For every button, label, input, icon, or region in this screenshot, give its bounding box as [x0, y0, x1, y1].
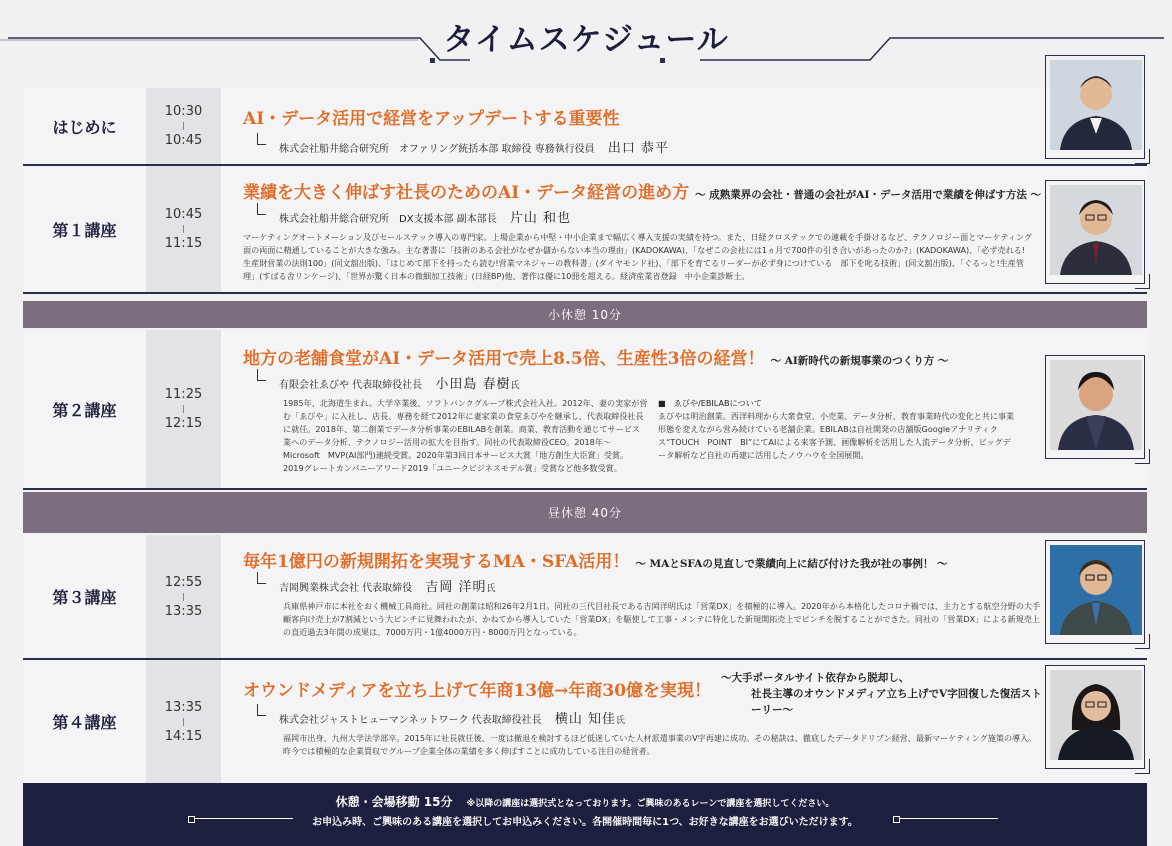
session-content [243, 344, 1033, 482]
speaker-photo [1050, 60, 1142, 150]
session-label: はじめに [52, 117, 117, 137]
lunch-break-bar: 昼休憩 40分 [23, 492, 1147, 533]
speaker-photo [1050, 185, 1142, 275]
speaker-photo [1050, 545, 1142, 635]
speaker-line [243, 207, 1033, 226]
short-break-bar: 小休憩 10分 [23, 301, 1147, 328]
speaker-description: 福岡市出身、九州大学法学部卒。2015年に社長就任後、一度は撤退を検討するほど低迷していた人材派遣事業のV字再建に成功。その秘訣は、徹底したデータドリブン経営、最新マーケティング施策の導入。昨今では積極的な企業買収でグループ企業全体の業績を多く伸ばすことに成功している注目の経営者。 [283, 733, 1037, 756]
session-label: 第２講座 [52, 400, 117, 420]
session-title: 毎年1億円の新規開拓を実現するMA・SFA活用！ ～ MAとSFAの見直しで業績向上に結び付けた我が社の事例！ ～ [243, 552, 948, 572]
speaker-name: 吉岡 洋明 [425, 580, 487, 595]
time-separator [183, 225, 184, 233]
footer-line-2: お申込み時、ご興味のある講座を選択してお申込みください。各開催時間毎に1つ、お好きな講座をお選びいただけます。 [312, 817, 858, 828]
start-time: 12:55 [164, 574, 203, 590]
session-row-3 [23, 535, 1147, 660]
speaker-affiliation: 吉岡興業株式会社 代表取締役 [279, 583, 413, 594]
time-separator [183, 593, 184, 601]
session-row-1 [23, 166, 1147, 294]
company-info [658, 397, 1018, 462]
speaker-honorific: 氏 [510, 381, 520, 391]
speaker-description: 兵庫県神戸市に本社をおく機械工具商社。同社の創業は昭和26年2月1日。同社の三代目社長である吉岡洋明氏は「営業DX」を積極的に導入。2020年から本格化したコロナ禍では、主力とする航空分野の大手顧客向け売上が7割減という大ピンチに見舞われたが、かねてから導入していた「営業DX」を駆使して工事・メンテに特化した新規開拓売上でピンチを脱することができた。同社の「営業DX」による新規売上の直近過去3年間の成果は、7000万円・1億4000万円・8000万円となっている。 [283, 601, 1041, 637]
session-subtitle: ～ MAとSFAの見直しで業績向上に結び付けた我が社の事例！ ～ [635, 558, 948, 570]
speaker-honorific: 氏 [486, 584, 496, 594]
speaker-description: 1985年、北海道生まれ。大学卒業後、ソフトバンクグループ株式会社入社。2012年、妻の実家が営む「ゑびや」に入社し、店長、専務を経て2012年に妻家業の食堂ゑびやを継承し、代表取締役社長に就任。2018年、第二創業でデータ分析事業のEBILABを創業。商業、教育活動を通じてサービス業へのデータ分析、テクノロジー活用の拡大を目指す。同社の代表取締役CEO。2018年～ Microsoft MVP(AI部門)連続受賞。2020年第3回日本サービス大賞「地方創生大臣賞」受賞。2019グレートカンパニーアワード2019「ユニークビジネスモデル賞」受賞など他多数受賞。 [283, 398, 648, 473]
session-time [146, 535, 221, 658]
session-label: 第４講座 [52, 713, 117, 732]
speaker-honorific: 氏 [616, 716, 626, 726]
speaker-affiliation: 株式会社ジャストヒューマンネットワーク 代表取締役社長 [279, 715, 542, 726]
session-subtitle: ～ 成熟業界の会社・普通の会社がAI・データ活用で業績を伸ばす方法 ～ [695, 189, 1042, 201]
session-title: 業績を大きく伸ばす社長のためのAI・データ経営の進め方 ～ 成熟業界の会社・普通の会社がAI・データ活用で業績を伸ばす方法 ～ [243, 183, 1042, 203]
session-subtitle: ～ AI新時代の新規事業のつくり方 ～ [770, 355, 949, 367]
start-time: 10:30 [164, 104, 203, 119]
session-title: AI・データ活用で経営をアップデートする重要性 [243, 109, 620, 129]
speaker-affiliation: 有限会社ゑびや 代表取締役社長 [279, 380, 423, 391]
company-description: ゑびやは明治創業。西洋料理から大衆食堂、小売業、データ分析、教育事業時代の変化と共に事業形態を変えながら営み続けている老舗企業。EBILABは自社開発の店舗版Googleアナリティクス“TOUCH POINT BI”にてAIによる来客予測、画像解析を活用した人流データ分析、ビッグデータ解析など自社の再建に活用したノウハウを全国展開。 [658, 411, 1015, 460]
footer-line-1 [23, 793, 1147, 810]
start-time: 10:45 [164, 207, 203, 222]
page-header [0, 0, 1172, 80]
description-block [243, 392, 1033, 482]
session-row-4 [23, 660, 1147, 783]
session-label: 第３講座 [52, 588, 117, 607]
session-time [146, 330, 221, 488]
speaker-description: マーケティングオートメーション及びセールステック導入の専門家。上場企業から中堅・中小企業まで幅広く導入支援の実績を持つ。また、日経クロステックでの連載を手掛けるなど、テクノロジー面とマーケティング面の両面に精通していることが大きな強み。主な著書に「技術のある会社がなぜか儲からない本当の理由」(KADOKAWA)、「なぜこの会社には1ヵ月で700件の引き合いがあったのか?」(KADOKAWA)、「必ず売れる!生産財営業の法則100」(同文舘出版)、「はじめて部下を持ったら読む!営業マネジャーの教科書」(ダイヤモンド社)、「部下を育てるリーダーが必ず身につけている 部下を叱る技術」(同文舘出版)、「ぐるっと!生産管理」(すばる舎リンケージ)、「世界が驚く日本の微細加工技術」(日経BP)他、著作は優に10冊を超える。経済産業省登録 中小企業診断士。 [243, 232, 1032, 281]
speaker-name: 横山 知佳 [554, 712, 617, 727]
company-heading: ■ ゑびや/EBILABについて [658, 398, 762, 408]
speaker-line [243, 708, 1033, 727]
start-time: 11:25 [164, 387, 203, 402]
speaker-line [243, 137, 1033, 156]
session-time [146, 660, 221, 783]
start-time: 13:35 [164, 699, 203, 715]
session-title: オウンドメディアを立ち上げて年商13億→年商30億を実現！ [243, 681, 712, 701]
session-subtitle: ～大手ポータルサイト依存から脱却し、 社長主導のオウンドメディア立ち上げでV字回復した復活ストーリー～ [721, 672, 1042, 716]
time-separator [183, 718, 184, 726]
speaker-name: 小田島 春樹 [435, 377, 511, 392]
session-row-intro [23, 88, 1147, 166]
speaker-photo [1050, 360, 1142, 450]
footer-banner [23, 783, 1147, 846]
speaker-line [243, 576, 1033, 595]
session-row-2 [23, 330, 1147, 490]
speaker-photo [1050, 670, 1142, 760]
title-block [243, 670, 1042, 716]
speaker-name: 片山 和也 [509, 211, 572, 226]
footer-divider-right [893, 818, 998, 819]
session-time [146, 166, 221, 292]
session-content [243, 547, 1041, 639]
end-time: 14:15 [164, 728, 203, 744]
session-content [243, 104, 1033, 156]
page-title: タイムスケジュール [443, 22, 729, 58]
footer-note: ※以降の講座は選択式となっております。ご興味のあるレーンで講座を選択してください。 [466, 799, 835, 809]
session-content [243, 178, 1042, 283]
time-separator [183, 122, 184, 130]
end-time: 11:15 [164, 236, 203, 251]
footer-break-label: 休憩・会場移動 15分 [335, 795, 453, 809]
session-time [146, 88, 221, 164]
speaker-affiliation: 株式会社船井総合研究所 オファリング統括本部 取締役 専務執行役員 [279, 144, 595, 155]
time-separator [183, 405, 184, 413]
speaker-affiliation: 株式会社船井総合研究所 DX支援本部 副本部長 [279, 214, 497, 225]
session-title: 地方の老舗食堂がAI・データ活用で売上8.5倍、生産性3倍の経営！ ～ AI新時代の新規事業のつくり方 ～ [243, 349, 949, 369]
end-time: 13:35 [164, 603, 203, 619]
end-time: 10:45 [164, 133, 203, 148]
speaker-name: 出口 恭平 [607, 141, 669, 156]
speaker-line [243, 373, 1033, 392]
end-time: 12:15 [164, 416, 203, 431]
session-label: 第１講座 [52, 220, 117, 240]
session-content [243, 670, 1042, 758]
